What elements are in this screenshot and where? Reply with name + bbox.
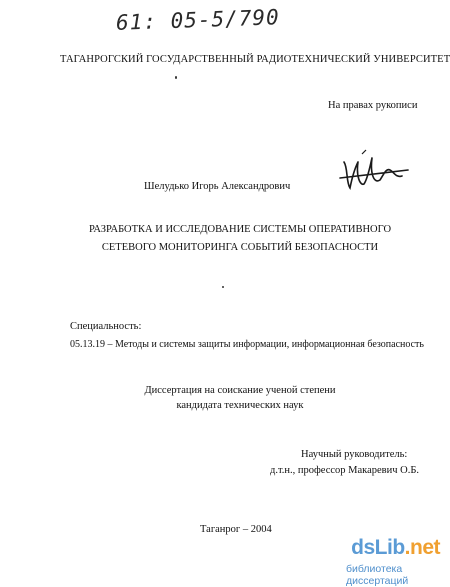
university-name: ТАГАНРОГСКИЙ ГОСУДАРСТВЕННЫЙ РАДИОТЕХНИЧЕСКИЙ УНИВЕРСИТЕТ [60,54,450,65]
watermark-brand [351,536,440,560]
watermark-brand-prefix: dsLib [351,536,405,559]
supervisor-label: Научный руководитель: [301,449,408,460]
degree-line-1: Диссертация на соискание ученой степени [144,385,336,396]
specialty-label: Специальность: [70,321,142,332]
dslib-watermark [346,536,450,587]
watermark-brand-suffix: .net [404,536,440,559]
handwritten-archive-code: 61: 05-5/790 [115,5,281,35]
degree-line-2: кандидата технических наук [176,400,304,411]
author-name: Шелудько Игорь Александрович [144,181,291,192]
author-signature [338,148,414,198]
supervisor-name: д.т.н., профессор Макаревич О.Б. [270,465,420,476]
dissertation-title-line-2: СЕТЕВОГО МОНИТОРИНГА СОБЫТИЙ БЕЗОПАСНОСТИ [101,242,379,253]
rights-note: На правах рукописи [328,100,418,111]
dissertation-title-line-1: РАЗРАБОТКА И ИССЛЕДОВАНИЕ СИСТЕМЫ ОПЕРАТИВНОГО [88,224,392,235]
city-year: Таганрог – 2004 [200,524,272,535]
watermark-subtitle: библиотека диссертаций [346,563,409,587]
specialty-value: 05.13.19 – Методы и системы защиты информации, информационная безопасность [70,339,424,350]
scan-speck [222,286,224,288]
scan-speck [175,76,177,79]
